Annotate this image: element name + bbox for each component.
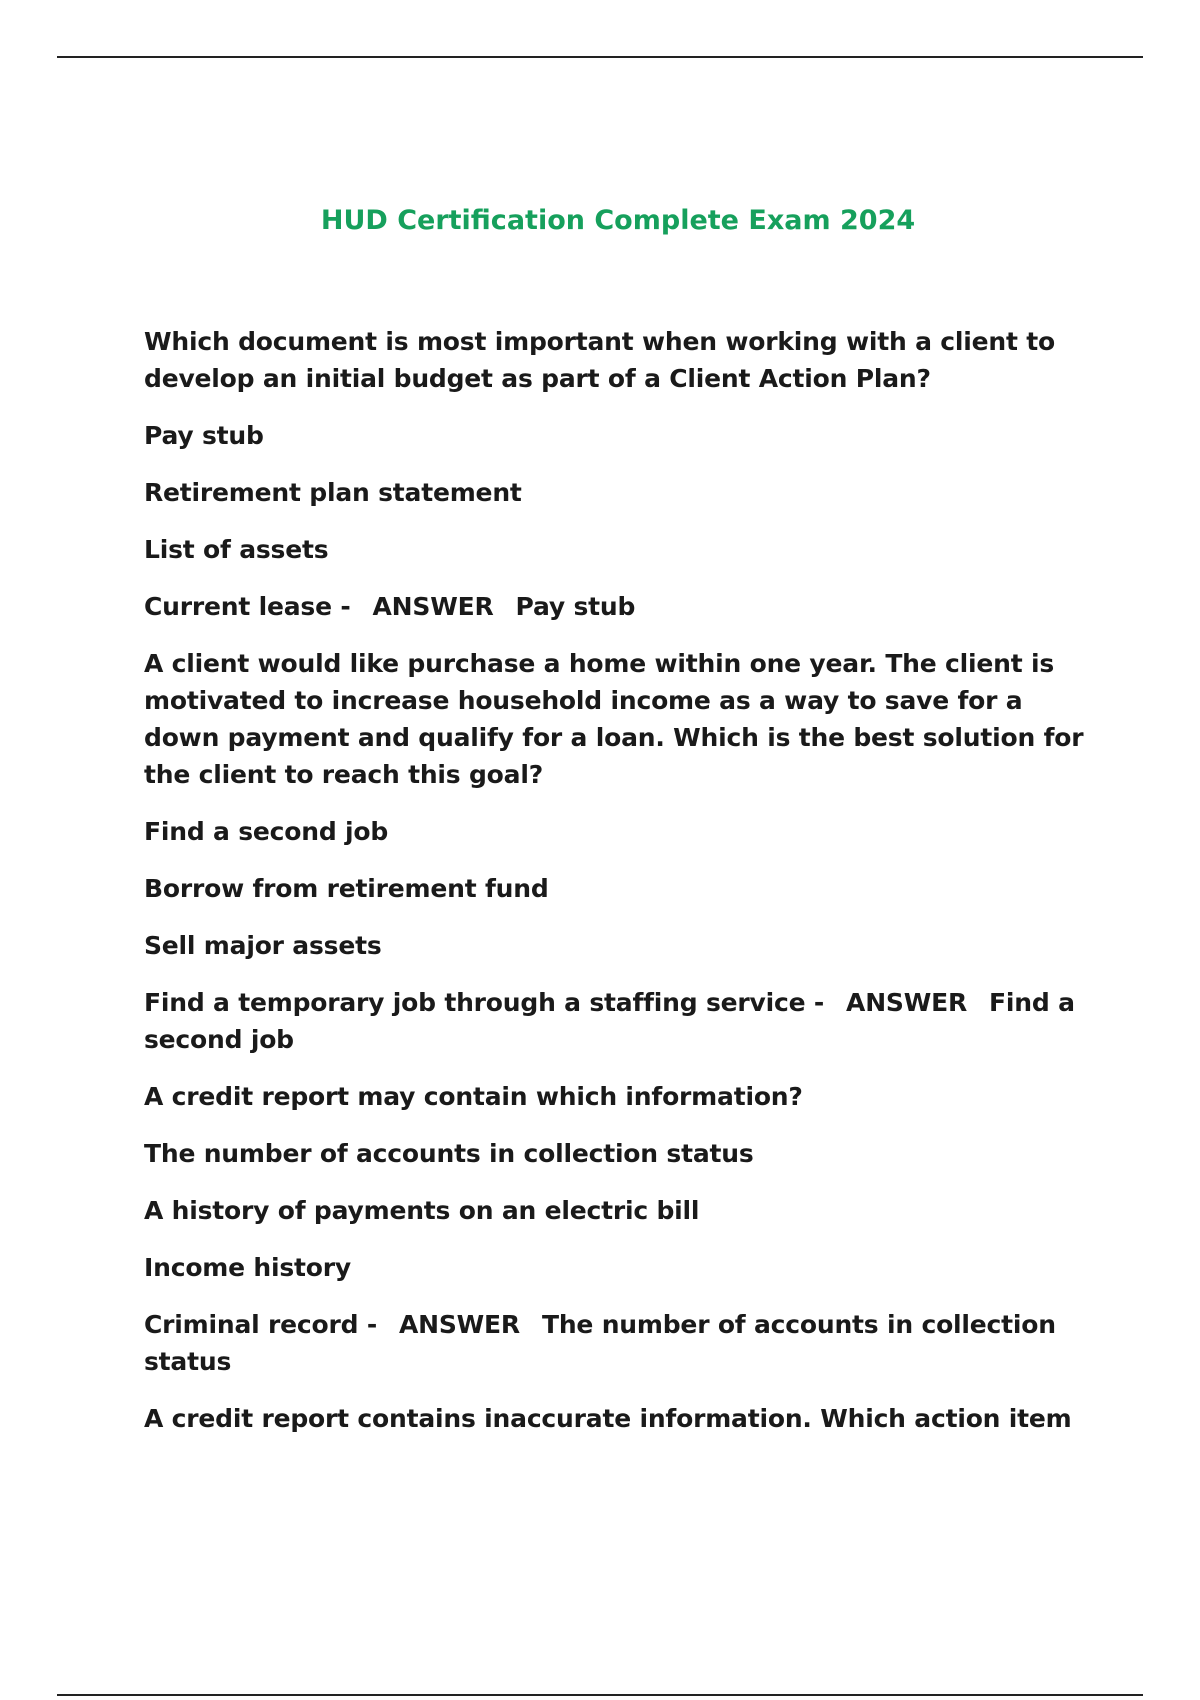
answer-label: ANSWER — [846, 988, 968, 1017]
correct-answer: Pay stub — [515, 592, 636, 621]
answer-line — [144, 984, 1089, 1058]
answer-option: Pay stub — [144, 421, 264, 450]
answer-label: ANSWER — [399, 1310, 520, 1339]
question-text: A credit report may contain which information? — [144, 1082, 803, 1111]
answer-option: Income history — [144, 1253, 352, 1282]
answer-option: List of assets — [144, 535, 329, 564]
answer-option: Sell major assets — [144, 931, 382, 960]
last-option: Criminal record - — [144, 1310, 377, 1339]
answer-line — [144, 588, 1089, 625]
correct-answer: Find a second job — [144, 988, 1075, 1054]
question-text: Which document is most important when working with a client to develop an initial budget as part of a Client Action Plan? — [144, 327, 1055, 393]
document-title: HUD Certification Complete Exam 2024 — [320, 205, 916, 236]
answer-option: Borrow from retirement fund — [144, 874, 549, 903]
last-option: Find a temporary job through a staffing service - — [144, 988, 825, 1017]
question-text: A client would like purchase a home within one year. The client is motivated to increase household income as a way to save for a down payment and qualify for a loan. Which is the best solution for the client to reach this goal? — [144, 649, 1084, 789]
correct-answer: The number of accounts in collection status — [144, 1310, 1056, 1376]
last-option: Current lease - — [144, 592, 351, 621]
document-body — [144, 323, 1089, 1457]
answer-option: The number of accounts in collection status — [144, 1139, 754, 1168]
footer-divider — [57, 1694, 1143, 1696]
answer-option: Retirement plan statement — [144, 478, 522, 507]
answer-option: A history of payments on an electric bill — [144, 1196, 700, 1225]
answer-option: Find a second job — [144, 817, 389, 846]
answer-label: ANSWER — [372, 592, 494, 621]
answer-line — [144, 1306, 1089, 1380]
question-text: A credit report contains inaccurate information. Which action item — [144, 1404, 1072, 1433]
header-divider — [57, 56, 1143, 58]
